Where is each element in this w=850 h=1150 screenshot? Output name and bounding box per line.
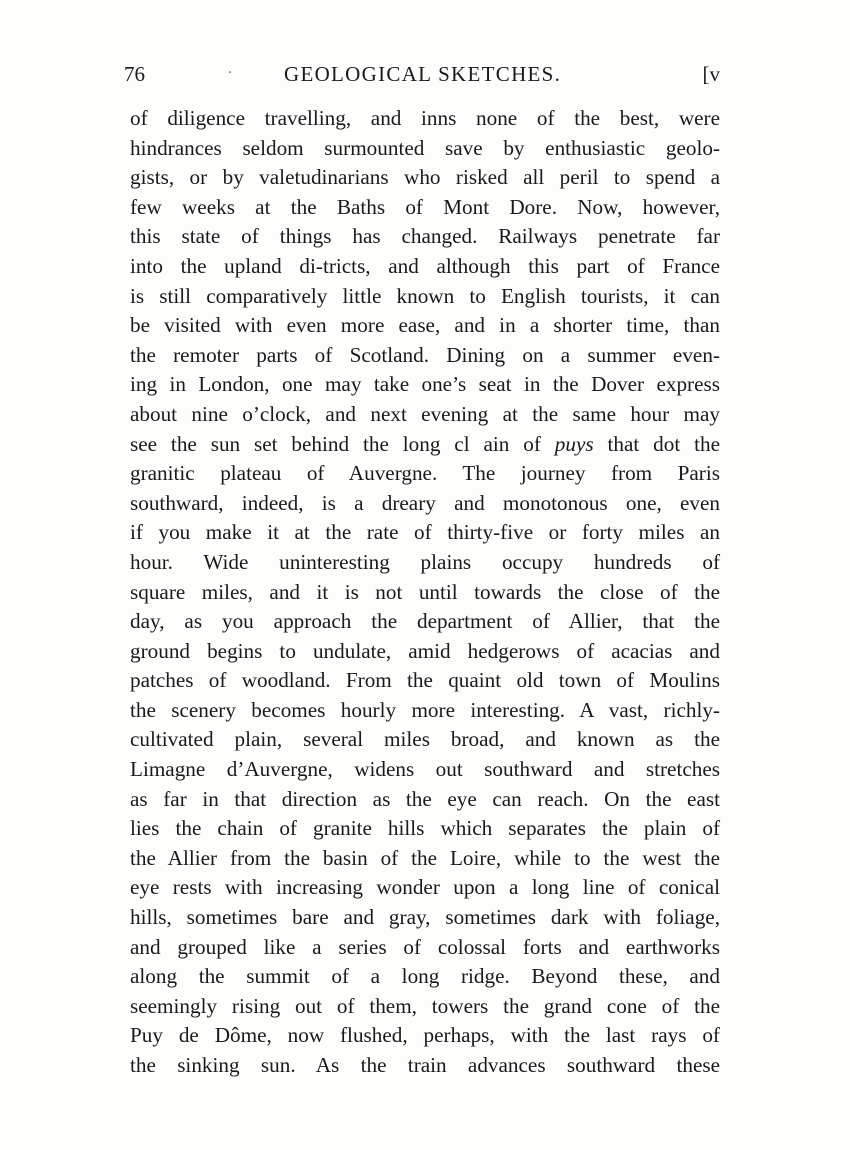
page-number: 76	[124, 62, 145, 86]
text-line: ground begins to undulate, amid hedgerows of acacias and	[130, 638, 720, 663]
text-line: the remoter parts of Scotland. Dining on a summer even-	[130, 342, 720, 367]
text-line: granitic plateau of Auvergne. The journey from Paris	[130, 461, 720, 486]
text-line: hour. Wide uninteresting plains occupy hundreds of	[130, 549, 720, 574]
text-line: the sinking sun. As the train advances southward these	[130, 1053, 720, 1077]
text-line: and grouped like a series of colossal forts and earthworks	[130, 934, 720, 959]
text-line: if you make it at the rate of thirty-five or forty miles an	[130, 520, 720, 545]
text-line: cultivated plain, several miles broad, and known as the	[130, 727, 720, 752]
text-line: gists, or by valetudinarians who risked all peril to spend a	[130, 165, 720, 190]
text-line: as far in that direction as the eye can reach. On the east	[130, 786, 720, 811]
text-line: along the summit of a long ridge. Beyond these, and	[130, 964, 720, 989]
text-line: southward, indeed, is a dreary and monotonous one, even	[130, 490, 720, 515]
running-head	[124, 58, 720, 92]
text-line: the scenery becomes hourly more interesting. A vast, richly-	[130, 697, 720, 722]
text-line: ing in London, one may take one’s seat in the Dover express	[130, 372, 720, 397]
text-line: of diligence travelling, and inns none of the best, were	[130, 106, 720, 130]
body-text	[130, 104, 720, 1081]
text-line: seemingly rising out of them, towers the grand cone of the	[130, 993, 720, 1018]
text-line: the Allier from the basin of the Loire, while to the west the	[130, 845, 720, 870]
text-line: eye rests with increasing wonder upon a long line of conical	[130, 875, 720, 900]
text-line: is still comparatively little known to English tourists, it can	[130, 283, 720, 308]
text-line: hills, sometimes bare and gray, sometimes dark with foliage,	[130, 905, 720, 930]
italic-term: puys	[554, 431, 594, 456]
text-line: into the upland di-tricts, and although this part of France	[130, 253, 720, 278]
text-line: about nine o’clock, and next evening at the same hour may	[130, 401, 720, 426]
chapter-mark: [v	[702, 62, 720, 86]
text-line: patches of woodland. From the quaint old town of Moulins	[130, 668, 720, 693]
text-line: lies the chain of granite hills which separates the plain of	[130, 816, 720, 841]
text-line: this state of things has changed. Railways penetrate far	[130, 224, 720, 249]
text-line: day, as you approach the department of Allier, that the	[130, 609, 720, 634]
stray-mark: .	[228, 60, 232, 77]
text-line: few weeks at the Baths of Mont Dore. Now, however,	[130, 194, 720, 219]
text-line: Limagne d’Auvergne, widens out southward and stretches	[130, 757, 720, 782]
text-line: hindrances seldom surmounted save by enthusiastic geolo-	[130, 135, 720, 160]
text-line: be visited with even more ease, and in a shorter time, than	[130, 313, 720, 338]
text-line: Puy de Dôme, now flushed, perhaps, with the last rays of	[130, 1023, 720, 1048]
text-line: square miles, and it is not until towards the close of the	[130, 579, 720, 604]
text-line: see the sun set behind the long cl ain of puys that dot the	[130, 431, 721, 456]
running-title: GEOLOGICAL SKETCHES.	[284, 62, 562, 86]
